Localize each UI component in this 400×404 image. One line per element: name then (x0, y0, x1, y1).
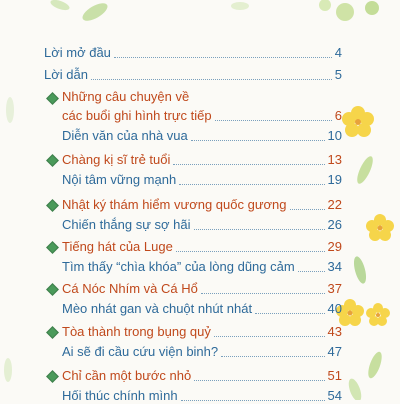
toc-chapter-title-line1[interactable] (62, 85, 342, 105)
dot-leader (173, 164, 324, 165)
toc-entry-title: Lời mở đầu (44, 45, 111, 60)
toc-entry-title: Những câu chuyện về (62, 89, 190, 104)
toc-entry[interactable] (62, 168, 342, 188)
toc-page-number: 26 (327, 217, 342, 232)
toc-entry-title: Chiến thắng sự sợ hãi (62, 217, 191, 232)
toc-entry[interactable] (62, 255, 342, 275)
toc-page-number: 34 (327, 259, 342, 274)
dot-leader (290, 209, 325, 210)
toc-page-number: 13 (327, 152, 342, 167)
dot-leader (176, 251, 325, 252)
toc-chapter-entry[interactable] (62, 104, 342, 124)
dot-leader (194, 229, 325, 230)
toc-entry-title: Cá Nóc Nhím và Cá Hổ (62, 281, 198, 296)
toc-entry-title: Diễn văn của nhà vua (62, 128, 188, 143)
toc-chapter-entry[interactable] (62, 364, 342, 384)
toc-page-number: 40 (327, 301, 342, 316)
diamond-bullet-icon (46, 154, 59, 167)
dot-leader (221, 356, 324, 357)
toc-entry-title: Lời dẫn (44, 67, 88, 82)
toc-chapter-entry[interactable] (62, 277, 342, 297)
dot-leader (194, 380, 324, 381)
dot-leader (215, 120, 332, 121)
toc-entry[interactable] (44, 63, 342, 83)
toc-chapter-entry[interactable] (62, 193, 342, 213)
toc-entry-title: Ai sẽ đi cầu cứu viện binh? (62, 344, 219, 359)
toc-page-number: 5 (334, 67, 342, 82)
toc-entry-title: Chàng kị sĩ trẻ tuổi (62, 152, 171, 167)
toc-page-number: 51 (327, 368, 342, 383)
toc-page-number: 29 (327, 239, 342, 254)
toc-page-number: 37 (327, 281, 342, 296)
toc-page-number: 6 (334, 108, 342, 123)
toc-entry-title: Chỉ cần một bước nhỏ (62, 368, 192, 383)
toc-chapter-entry[interactable] (62, 148, 342, 168)
diamond-bullet-icon (46, 199, 59, 212)
toc-entry-title: Tiếng hát của Luge (62, 239, 173, 254)
toc-entry-title: Tòa thành trong bụng quỷ (62, 324, 211, 339)
dot-leader (201, 293, 325, 294)
toc-entry-title-line2: các buổi ghi hình trực tiếp (62, 108, 212, 123)
toc-page-number: 19 (327, 172, 342, 187)
diamond-bullet-icon (46, 283, 59, 296)
toc-chapter-entry[interactable] (62, 320, 342, 340)
toc-entry[interactable] (62, 297, 342, 317)
toc-page-number: 47 (327, 344, 342, 359)
toc-entry-title: Hối thúc chính mình (62, 388, 178, 403)
toc-chapter-entry[interactable] (62, 235, 342, 255)
diamond-bullet-icon (46, 241, 59, 254)
toc-page-number: 43 (327, 324, 342, 339)
toc-entry-title: Nội tâm vững mạnh (62, 172, 177, 187)
toc-entry-title: Nhật ký thám hiểm vương quốc gương (62, 197, 287, 212)
toc-entry-title: Tìm thấy “chìa khóa” của lòng dũng cảm (62, 259, 295, 274)
toc-page-number: 54 (327, 388, 342, 403)
toc-entry[interactable] (62, 384, 342, 404)
dot-leader (181, 400, 325, 401)
toc-page-number: 4 (334, 45, 342, 60)
dot-leader (114, 57, 332, 58)
toc-entry[interactable] (44, 41, 342, 61)
dot-leader (191, 140, 325, 141)
dot-leader (298, 271, 325, 272)
toc-page-number: 10 (327, 128, 342, 143)
diamond-bullet-icon (46, 326, 59, 339)
dot-leader (179, 184, 324, 185)
toc-entry-title: Mèo nhát gan và chuột nhút nhát (62, 301, 253, 316)
toc-entry[interactable] (62, 213, 342, 233)
diamond-bullet-icon (46, 370, 59, 383)
toc-entry[interactable] (62, 340, 342, 360)
dot-leader (214, 336, 325, 337)
toc-entry[interactable] (62, 124, 342, 144)
diamond-bullet-icon (46, 92, 59, 105)
dot-leader (255, 313, 324, 314)
toc-page-number: 22 (327, 197, 342, 212)
dot-leader (91, 79, 332, 80)
